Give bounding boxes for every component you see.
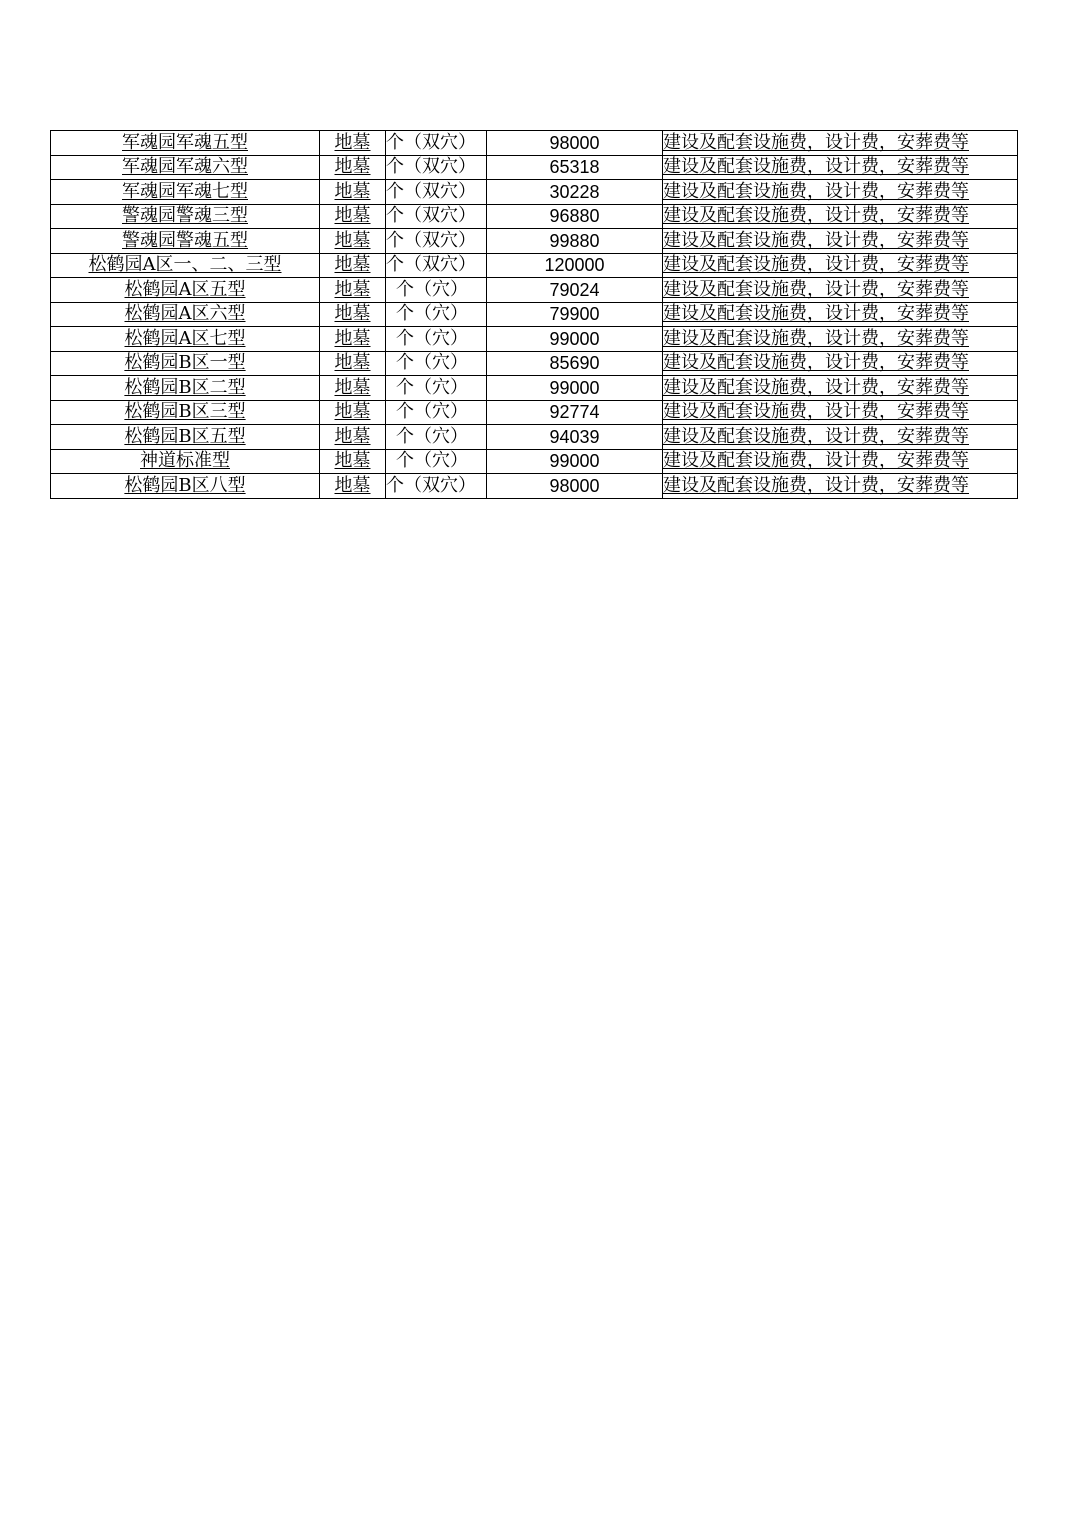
cell-name-text: 松鹤园A区七型 xyxy=(124,327,246,349)
table-row xyxy=(51,351,1018,376)
cell-unit-text: 个（穴） xyxy=(396,278,468,300)
cell-unit xyxy=(386,351,487,376)
cell-name xyxy=(51,229,320,254)
cell-price xyxy=(487,400,663,425)
cell-name xyxy=(51,253,320,278)
table-row xyxy=(51,302,1018,327)
cell-type-text: 地墓 xyxy=(334,376,371,398)
cell-price xyxy=(487,327,663,352)
table-row xyxy=(51,229,1018,254)
cell-description xyxy=(663,351,1018,376)
cell-name-text: 警魂园警魂五型 xyxy=(122,229,248,251)
table-row xyxy=(51,278,1018,303)
cell-unit xyxy=(386,400,487,425)
cell-name-text: 松鹤园B区八型 xyxy=(124,474,246,496)
cell-type-text: 地墓 xyxy=(334,425,371,447)
cell-name-text: 军魂园军魂六型 xyxy=(122,156,248,178)
table-row xyxy=(51,253,1018,278)
cell-type-text: 地墓 xyxy=(334,450,371,472)
cell-description-text: 建设及配套设施费，设计费，安葬费等 xyxy=(663,156,969,178)
cell-description-text: 建设及配套设施费，设计费，安葬费等 xyxy=(663,131,969,153)
cell-type-text: 地墓 xyxy=(334,401,371,423)
cell-name-text: 松鹤园A区六型 xyxy=(124,303,246,325)
cell-price xyxy=(487,302,663,327)
cell-unit xyxy=(386,131,487,156)
cell-price-text: 94039 xyxy=(549,426,600,447)
cell-description xyxy=(663,204,1018,229)
cell-price xyxy=(487,278,663,303)
table-row xyxy=(51,204,1018,229)
cell-unit xyxy=(386,253,487,278)
cell-type xyxy=(320,131,386,156)
cell-unit xyxy=(386,180,487,205)
cell-name-text: 神道标准型 xyxy=(140,450,230,472)
cell-name xyxy=(51,204,320,229)
table-row xyxy=(51,155,1018,180)
cell-price xyxy=(487,229,663,254)
cell-type xyxy=(320,351,386,376)
cell-type xyxy=(320,155,386,180)
cell-unit-text: 个（双穴） xyxy=(386,229,476,251)
cell-description-text: 建设及配套设施费，设计费，安葬费等 xyxy=(663,327,969,349)
cell-price-text: 65318 xyxy=(549,157,600,178)
cell-type xyxy=(320,449,386,474)
cell-description-text: 建设及配套设施费，设计费，安葬费等 xyxy=(663,180,969,202)
cell-type-text: 地墓 xyxy=(334,156,371,178)
cell-name xyxy=(51,278,320,303)
cell-price-text: 92774 xyxy=(549,402,600,423)
cell-price-text: 99000 xyxy=(549,377,600,398)
cell-name xyxy=(51,376,320,401)
fee-table-container xyxy=(50,130,1016,499)
cell-name xyxy=(51,327,320,352)
table-row xyxy=(51,327,1018,352)
cell-price xyxy=(487,155,663,180)
cell-type xyxy=(320,229,386,254)
cell-price xyxy=(487,131,663,156)
cell-name-text: 松鹤园B区三型 xyxy=(124,401,246,423)
cell-unit xyxy=(386,449,487,474)
cell-name-text: 警魂园警魂三型 xyxy=(122,205,248,227)
cell-description-text: 建设及配套设施费，设计费，安葬费等 xyxy=(663,376,969,398)
cell-unit xyxy=(386,278,487,303)
cell-unit xyxy=(386,425,487,450)
cell-description xyxy=(663,400,1018,425)
cell-type-text: 地墓 xyxy=(334,474,371,496)
cell-type-text: 地墓 xyxy=(334,131,371,153)
cell-description-text: 建设及配套设施费，设计费，安葬费等 xyxy=(663,425,969,447)
cell-description xyxy=(663,180,1018,205)
cell-description-text: 建设及配套设施费，设计费，安葬费等 xyxy=(663,474,969,496)
cell-description-text: 建设及配套设施费，设计费，安葬费等 xyxy=(663,303,969,325)
cell-price-text: 85690 xyxy=(549,353,600,374)
cell-description xyxy=(663,155,1018,180)
cell-description xyxy=(663,131,1018,156)
cell-type xyxy=(320,302,386,327)
cell-description-text: 建设及配套设施费，设计费，安葬费等 xyxy=(663,229,969,251)
cell-unit-text: 个（穴） xyxy=(396,425,468,447)
cell-unit xyxy=(386,327,487,352)
cell-unit-text: 个（双穴） xyxy=(386,180,476,202)
cell-description xyxy=(663,376,1018,401)
cell-type xyxy=(320,204,386,229)
cell-type xyxy=(320,327,386,352)
cell-price-text: 98000 xyxy=(549,132,600,153)
cell-type xyxy=(320,425,386,450)
cell-unit-text: 个（双穴） xyxy=(386,205,476,227)
cell-unit-text: 个（双穴） xyxy=(386,131,476,153)
cell-type-text: 地墓 xyxy=(334,229,371,251)
cell-type-text: 地墓 xyxy=(334,278,371,300)
cell-name-text: 军魂园军魂五型 xyxy=(122,131,248,153)
cell-name xyxy=(51,474,320,499)
cell-price-text: 30228 xyxy=(549,181,600,202)
cell-name-text: 松鹤园B区二型 xyxy=(124,376,246,398)
cell-name-text: 军魂园军魂七型 xyxy=(122,180,248,202)
cell-unit-text: 个（双穴） xyxy=(386,156,476,178)
cell-price xyxy=(487,180,663,205)
cell-unit xyxy=(386,474,487,499)
cell-description xyxy=(663,327,1018,352)
cell-description-text: 建设及配套设施费，设计费，安葬费等 xyxy=(663,352,969,374)
cell-unit xyxy=(386,229,487,254)
cell-unit xyxy=(386,376,487,401)
cell-type-text: 地墓 xyxy=(334,205,371,227)
cell-name xyxy=(51,351,320,376)
cell-description xyxy=(663,302,1018,327)
cell-description xyxy=(663,474,1018,499)
cell-unit xyxy=(386,204,487,229)
cell-name-text: 松鹤园A区五型 xyxy=(124,278,246,300)
fee-table-body xyxy=(51,131,1018,499)
cell-price xyxy=(487,376,663,401)
cell-price xyxy=(487,425,663,450)
cell-name xyxy=(51,400,320,425)
cell-name xyxy=(51,449,320,474)
cell-unit-text: 个（穴） xyxy=(396,401,468,423)
cell-unit-text: 个（双穴） xyxy=(386,254,476,276)
cell-description-text: 建设及配套设施费，设计费，安葬费等 xyxy=(663,401,969,423)
cell-unit-text: 个（穴） xyxy=(396,303,468,325)
cell-unit-text: 个（穴） xyxy=(396,327,468,349)
cell-description xyxy=(663,278,1018,303)
cell-price-text: 79024 xyxy=(549,279,600,300)
cell-type-text: 地墓 xyxy=(334,303,371,325)
cell-unit-text: 个（穴） xyxy=(396,450,468,472)
cell-type-text: 地墓 xyxy=(334,352,371,374)
cell-name xyxy=(51,302,320,327)
table-row xyxy=(51,425,1018,450)
cell-description-text: 建设及配套设施费，设计费，安葬费等 xyxy=(663,205,969,227)
cell-price-text: 99000 xyxy=(549,451,600,472)
cell-type-text: 地墓 xyxy=(334,254,371,276)
cell-name xyxy=(51,180,320,205)
cell-description xyxy=(663,425,1018,450)
cell-unit-text: 个（穴） xyxy=(396,352,468,374)
cell-type xyxy=(320,278,386,303)
cell-price xyxy=(487,449,663,474)
cell-price-text: 120000 xyxy=(544,255,605,276)
cell-name-text: 松鹤园B区五型 xyxy=(124,425,246,447)
cell-price xyxy=(487,351,663,376)
table-row xyxy=(51,474,1018,499)
cell-price xyxy=(487,474,663,499)
cell-type-text: 地墓 xyxy=(334,327,371,349)
cell-description-text: 建设及配套设施费，设计费，安葬费等 xyxy=(663,254,969,276)
table-row xyxy=(51,131,1018,156)
cell-type-text: 地墓 xyxy=(334,180,371,202)
cell-price-text: 79900 xyxy=(549,304,600,325)
cell-description-text: 建设及配套设施费，设计费，安葬费等 xyxy=(663,450,969,472)
table-row xyxy=(51,449,1018,474)
cell-name xyxy=(51,155,320,180)
table-row xyxy=(51,376,1018,401)
table-row xyxy=(51,180,1018,205)
cell-name xyxy=(51,131,320,156)
cell-unit-text: 个（穴） xyxy=(396,376,468,398)
cell-unit xyxy=(386,155,487,180)
cell-type xyxy=(320,400,386,425)
cell-name-text: 松鹤园B区一型 xyxy=(124,352,246,374)
cell-unit-text: 个（双穴） xyxy=(386,474,476,496)
cell-description xyxy=(663,449,1018,474)
table-row xyxy=(51,400,1018,425)
cell-description xyxy=(663,229,1018,254)
cell-price xyxy=(487,204,663,229)
cell-price-text: 96880 xyxy=(549,206,600,227)
cell-name xyxy=(51,425,320,450)
cell-description xyxy=(663,253,1018,278)
cell-price-text: 98000 xyxy=(549,475,600,496)
cell-name-text: 松鹤园A区一、二、三型 xyxy=(88,254,282,276)
cell-type xyxy=(320,376,386,401)
cell-type xyxy=(320,253,386,278)
cell-unit xyxy=(386,302,487,327)
fee-table xyxy=(50,130,1018,499)
cell-description-text: 建设及配套设施费，设计费，安葬费等 xyxy=(663,278,969,300)
cell-type xyxy=(320,180,386,205)
cell-type xyxy=(320,474,386,499)
cell-price-text: 99000 xyxy=(549,328,600,349)
cell-price xyxy=(487,253,663,278)
cell-price-text: 99880 xyxy=(549,230,600,251)
